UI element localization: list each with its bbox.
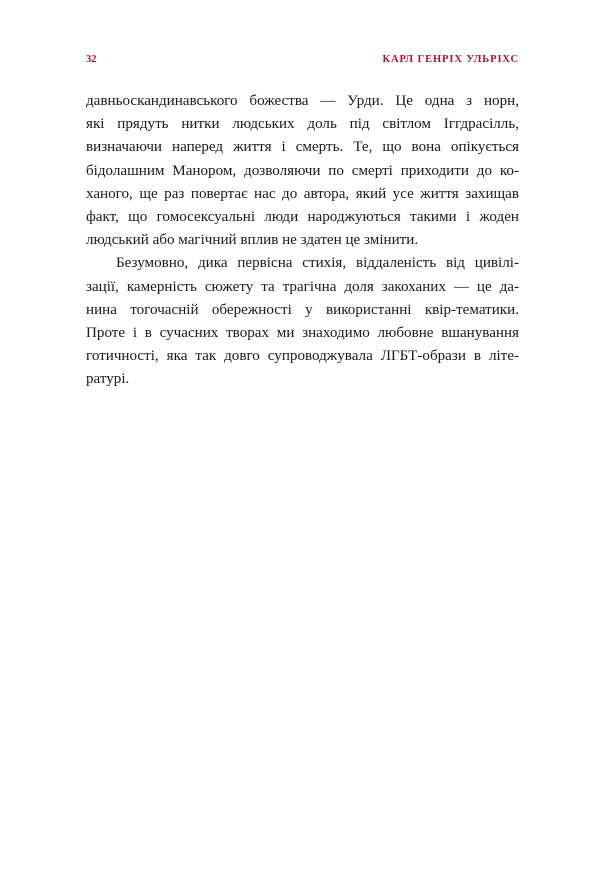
text-line: готичності, яка так довго супроводжувала ЛГБТ-образи в літе- [86, 348, 519, 365]
page-number: 32 [86, 54, 97, 65]
text-line: давньоскандинавського божества — Урди. Це одна з норн, [86, 93, 519, 109]
text-line: нина тогочасній обережності у використанні квір-тематики. [86, 301, 519, 318]
text-line: які прядуть нитки людських доль під світлом Іггдрасілль, [86, 116, 519, 133]
running-title: КАРЛ ГЕНРІХ УЛЬРІХС [382, 54, 519, 65]
text-line: людський або магічний вплив не здатен це змінити. [86, 232, 419, 249]
text-line: Проте і в сучасних творах ми знаходимо любовне вшанування [86, 324, 519, 341]
text-line: факт, що гомосексуальні люди народжуються такими і жоден [86, 208, 519, 225]
text-line: зації, камерність сюжету та трагічна доля закоханих — це да- [86, 278, 519, 295]
body-text [86, 90, 519, 391]
text-line: Безумовно, дика первісна стихія, віддаленість від цивілі- [116, 255, 519, 272]
paragraph-2 [86, 252, 519, 391]
running-head [86, 54, 519, 70]
text-line: визначаючи наперед життя і смерть. Те, що вона опікується [86, 139, 519, 156]
text-line: бідолашним Манором, дозволяючи по смерті приходити до ко- [86, 162, 519, 179]
paragraph-1 [86, 90, 519, 252]
text-line: ханого, ще раз повертає нас до автора, який усе життя захищав [86, 185, 519, 202]
text-line: ратурі. [86, 371, 130, 388]
